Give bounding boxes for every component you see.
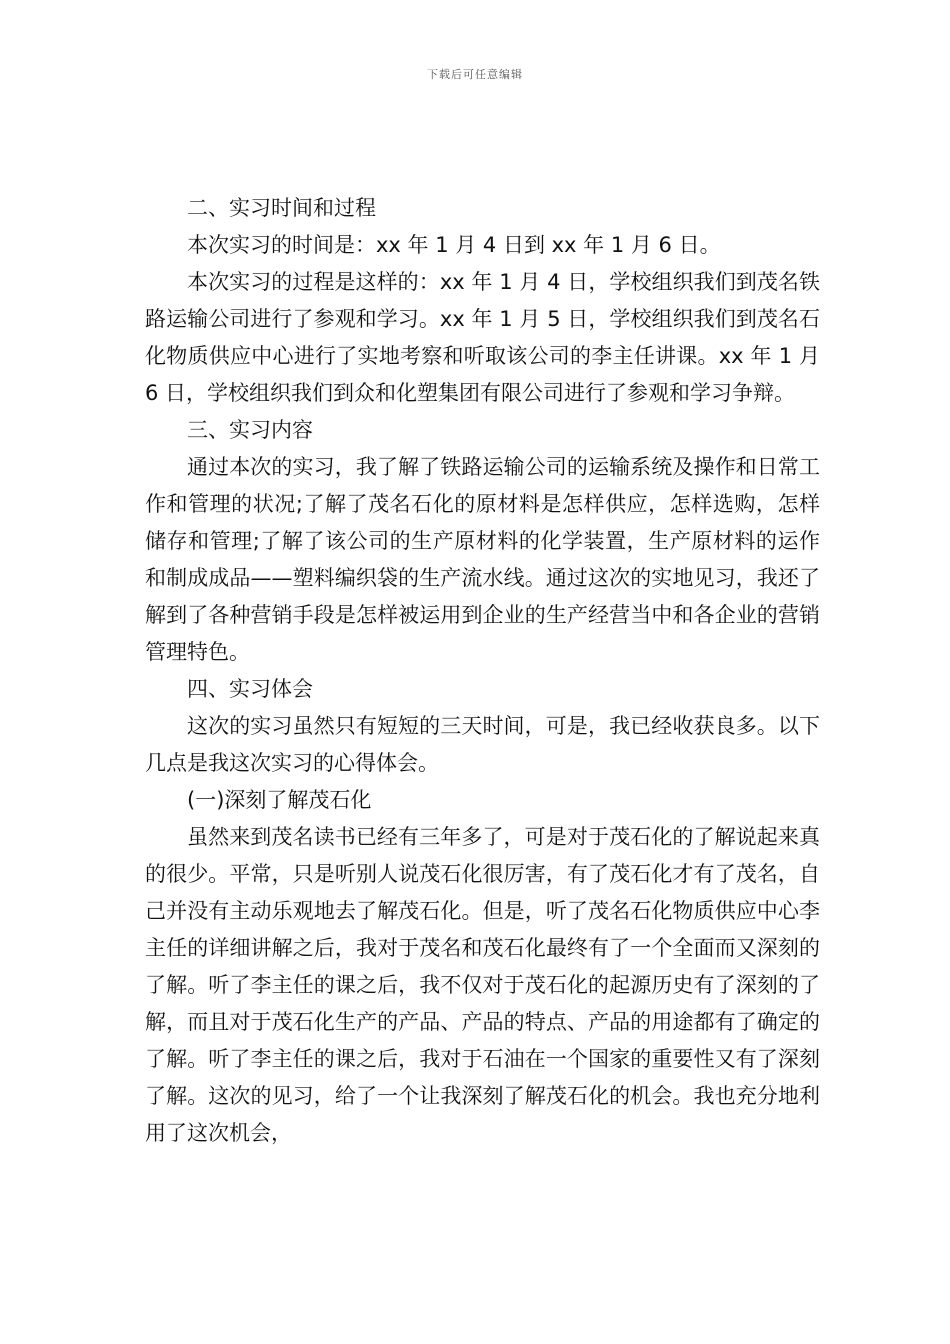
- paragraph-process: 本次实习的过程是这样的：xx 年 1 月 4 日，学校组织我们到茂名铁路运输公司进行了参观和学习。xx 年 1 月 5 日，学校组织我们到茂名石化物质供应中心进行了实地考察和听取该公司的李主任讲课。xx 年 1 月 6 日，学校组织我们到众和化塑集团有限公司进行了参观和学习争辩。: [145, 270, 820, 405]
- section-heading-time-process: 二、实习时间和过程: [187, 196, 376, 220]
- section-heading-experience: 四、实习体会: [187, 677, 313, 701]
- paragraph-time: 本次实习的时间是：xx 年 1 月 4 日到 xx 年 1 月 6 日。: [187, 233, 721, 257]
- page-header-note: 下载后可任意编辑: [427, 68, 523, 81]
- section-heading-content: 三、实习内容: [187, 418, 313, 442]
- document-body: [145, 190, 820, 1152]
- subsection-heading-understand: (一)深刻了解茂石化: [187, 788, 372, 812]
- paragraph-content: 通过本次的实习，我了解了铁路运输公司的运输系统及操作和日常工作和管理的状况;了解了茂名石化的原材料是怎样供应，怎样选购，怎样储存和管理;了解了该公司的生产原材料的化学装置，生产原材料的运作和制成成品——塑料编织袋的生产流水线。通过这次的实地见习，我还了解到了各种营销手段是怎样被运用到企业的生产经营当中和各企业的营销管理特色。: [145, 455, 820, 664]
- paragraph-understand: 虽然来到茂名读书已经有三年多了，可是对于茂石化的了解说起来真的很少。平常，只是听别人说茂石化很厉害，有了茂石化才有了茂名，自己并没有主动乐观地去了解茂石化。但是，听了茂名石化物质供应中心李主任的详细讲解之后，我对于茂名和茂石化最终有了一个全面而又深刻的了解。听了李主任的课之后，我不仅对于茂石化的起源历史有了深刻的了解，而且对于茂石化生产的产品、产品的特点、产品的用途都有了确定的了解。听了李主任的课之后，我对于石油在一个国家的重要性又有了深刻了解。这次的见习，给了一个让我深刻了解茂石化的机会。我也充分地利用了这次机会，: [145, 825, 820, 1145]
- paragraph-experience-intro: 这次的实习虽然只有短短的三天时间，可是，我已经收获良多。以下几点是我这次实习的心得体会。: [145, 714, 820, 775]
